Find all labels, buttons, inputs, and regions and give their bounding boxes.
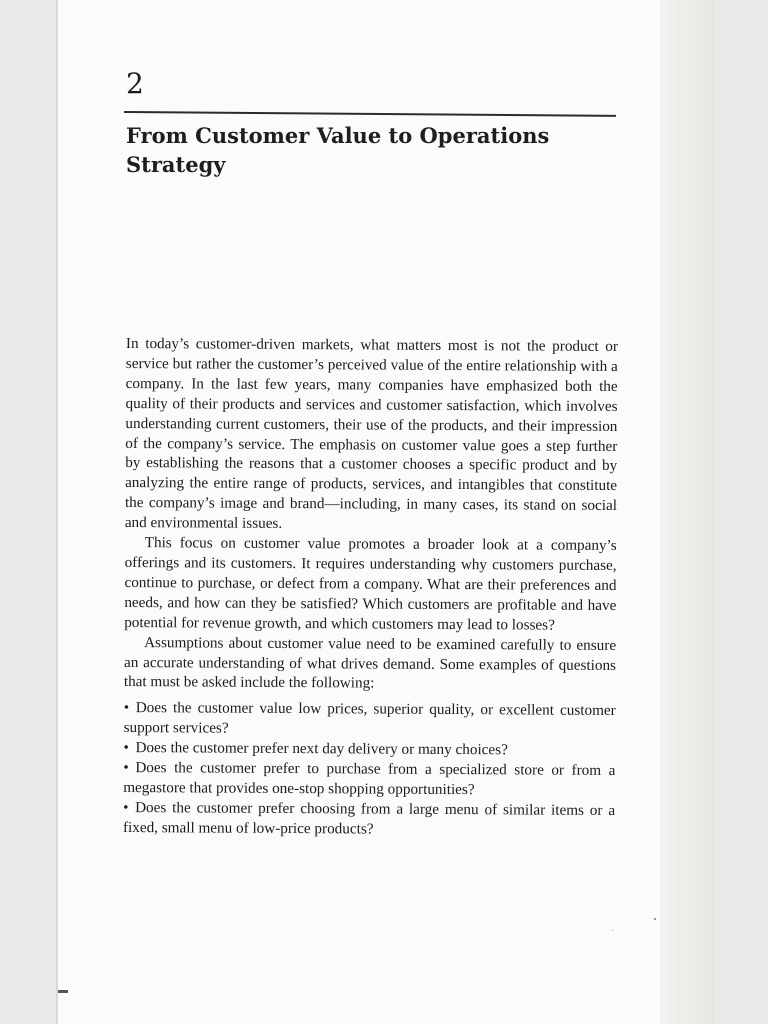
list-item-text: Does the customer prefer choosing from a large menu of similar items or a fixed, small menu of low-price products? xyxy=(122,798,616,838)
scan-speck xyxy=(612,930,613,931)
paragraph-3: Assumptions about customer value need to be examined carefully to ensure an accurate understanding of what drives demand. Some examples of questions that must be asked include the following: xyxy=(123,633,617,692)
list-item-text: Does the customer value low prices, superior quality, or excellent customer support services? xyxy=(123,699,616,737)
bullet-icon: • xyxy=(123,798,129,816)
question-list xyxy=(123,698,616,840)
scan-mark xyxy=(58,990,68,993)
scan-edge-shadow xyxy=(660,0,714,1024)
paragraph-2: This focus on customer value promotes a broader look at a company’s offerings and its customers. It requires understanding why customers purchase, continue to purchase, or defect from a company. What are their preferences and needs, and how can they be satisfied? Which customers are profitable and have potential for revenue growth, and which customers may lead to losses? xyxy=(124,534,617,634)
chapter-title: From Customer Value to Operations Strategy xyxy=(126,123,550,177)
list-item xyxy=(124,698,616,741)
paragraph-1: In today’s customer-driven markets, what matters most is not the product or service but rather the customer’s perceived value of the entire relationship with a company. In the last few years, many companies have emphasized both the quality of their products and services and customer satisfaction, which involves understanding current customers, their use of the products, and their impression of the company’s service. The emphasis on customer value goes a step further by establishing the reasons that a customer chooses a specific product and by analyzing the entire range of products, services, and intangibles that constitute the company’s image and brand—including, in many cases, its stand on social and environmental issues. xyxy=(124,334,618,533)
list-item-text: Does the customer prefer to purchase from a specialized store or from a megastore that provides one-stop shopping opportunities? xyxy=(123,759,616,799)
list-item xyxy=(123,798,615,841)
scan-speck xyxy=(654,918,656,920)
bullet-icon: • xyxy=(123,739,129,757)
list-item-text: Does the customer prefer next day delivery or many choices? xyxy=(135,739,508,759)
chapter-body xyxy=(123,334,618,841)
chapter-number: 2 xyxy=(126,67,144,100)
list-item xyxy=(123,758,615,801)
bullet-icon: • xyxy=(123,759,129,777)
bullet-icon: • xyxy=(123,699,130,717)
